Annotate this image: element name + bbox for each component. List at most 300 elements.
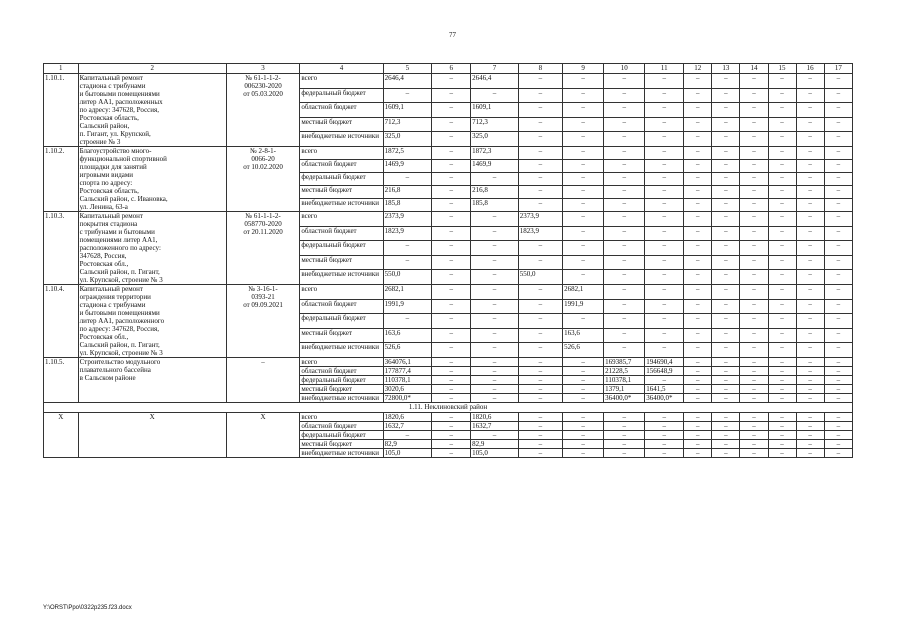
value-cell: –	[645, 285, 684, 300]
value-cell: 1609,1	[383, 103, 432, 118]
object-name: Строительство модульного плавательного бассейна в Сальском районе	[78, 358, 226, 403]
value-cell: –	[796, 376, 824, 385]
value-cell: –	[383, 241, 432, 256]
value-cell: –	[518, 199, 562, 212]
value-cell: –	[768, 328, 796, 343]
value-cell: –	[768, 385, 796, 394]
value-cell: –	[518, 328, 562, 343]
column-number: 13	[712, 64, 740, 74]
value-cell: –	[518, 160, 562, 173]
value-cell: –	[796, 367, 824, 376]
value-cell: –	[604, 212, 645, 227]
value-cell: –	[796, 212, 824, 227]
value-cell: 364076,1	[383, 358, 432, 367]
value-cell: –	[471, 394, 519, 403]
value-cell: 1469,9	[471, 160, 519, 173]
value-cell: –	[684, 431, 712, 440]
value-cell: –	[432, 394, 471, 403]
value-cell: 1469,9	[383, 160, 432, 173]
value-cell: –	[684, 226, 712, 241]
value-cell: –	[563, 270, 604, 285]
value-cell: –	[824, 299, 852, 314]
value-cell: –	[768, 285, 796, 300]
value-cell: –	[684, 440, 712, 449]
item-number: Х	[44, 413, 79, 458]
value-cell: –	[518, 314, 562, 329]
value-cell: 712,3	[471, 117, 519, 132]
value-cell: –	[740, 255, 768, 270]
value-cell: –	[740, 117, 768, 132]
value-cell: –	[432, 132, 471, 147]
value-cell: –	[645, 343, 684, 358]
value-cell: –	[712, 285, 740, 300]
value-cell: –	[645, 241, 684, 256]
funding-source: местный бюджет	[300, 255, 383, 270]
value-cell: 216,8	[383, 186, 432, 199]
value-cell: –	[432, 199, 471, 212]
value-cell: –	[712, 394, 740, 403]
value-cell: –	[518, 440, 562, 449]
value-cell: 177877,4	[383, 367, 432, 376]
value-cell: –	[740, 173, 768, 186]
value-cell: –	[796, 74, 824, 89]
value-cell: –	[824, 440, 852, 449]
value-cell: –	[768, 394, 796, 403]
value-cell: –	[796, 431, 824, 440]
value-cell: 2373,9	[518, 212, 562, 227]
value-cell: –	[563, 255, 604, 270]
value-cell: 1609,1	[471, 103, 519, 118]
value-cell: –	[768, 74, 796, 89]
funding-source: федеральный бюджет	[300, 173, 383, 186]
value-cell: –	[604, 132, 645, 147]
table-row	[44, 358, 853, 367]
value-cell: –	[684, 186, 712, 199]
value-cell: –	[796, 186, 824, 199]
value-cell: –	[740, 422, 768, 431]
value-cell: –	[645, 117, 684, 132]
value-cell: –	[824, 413, 852, 422]
section-row	[44, 403, 853, 413]
value-cell: 216,8	[471, 186, 519, 199]
value-cell: –	[740, 160, 768, 173]
value-cell: –	[432, 117, 471, 132]
value-cell: –	[768, 270, 796, 285]
value-cell: –	[768, 212, 796, 227]
value-cell: –	[796, 147, 824, 160]
value-cell: –	[712, 255, 740, 270]
value-cell: –	[518, 422, 562, 431]
funding-source: областной бюджет	[300, 160, 383, 173]
value-cell: –	[768, 367, 796, 376]
value-cell: –	[563, 413, 604, 422]
value-cell: –	[604, 314, 645, 329]
value-cell: –	[740, 199, 768, 212]
value-cell: –	[432, 212, 471, 227]
value-cell: –	[471, 358, 519, 367]
value-cell: –	[684, 270, 712, 285]
value-cell: –	[796, 173, 824, 186]
value-cell: 105,0	[383, 449, 432, 458]
expertise-document: Х	[226, 413, 300, 458]
value-cell: –	[471, 376, 519, 385]
value-cell: –	[712, 74, 740, 89]
value-cell: –	[645, 449, 684, 458]
value-cell: –	[712, 117, 740, 132]
value-cell: –	[768, 255, 796, 270]
value-cell: 325,0	[383, 132, 432, 147]
value-cell: –	[432, 385, 471, 394]
value-cell: –	[740, 212, 768, 227]
value-cell: –	[518, 449, 562, 458]
table-row	[44, 74, 853, 89]
value-cell: –	[712, 199, 740, 212]
value-cell: –	[563, 160, 604, 173]
funding-source: местный бюджет	[300, 186, 383, 199]
value-cell: 169385,7	[604, 358, 645, 367]
value-cell: –	[432, 449, 471, 458]
column-number: 8	[518, 64, 562, 74]
value-cell: 1820,6	[471, 413, 519, 422]
expertise-document: № 2-8-1- 0066-20 от 10.02.2020	[226, 147, 300, 212]
value-cell: –	[684, 328, 712, 343]
value-cell: –	[645, 226, 684, 241]
value-cell: –	[604, 440, 645, 449]
value-cell: –	[432, 413, 471, 422]
column-number: 14	[740, 64, 768, 74]
value-cell: 550,0	[518, 270, 562, 285]
value-cell: –	[518, 367, 562, 376]
value-cell: –	[684, 314, 712, 329]
value-cell: –	[768, 88, 796, 103]
value-cell: –	[796, 314, 824, 329]
value-cell: –	[796, 358, 824, 367]
value-cell: –	[768, 160, 796, 173]
value-cell: –	[645, 74, 684, 89]
expertise-document: –	[226, 358, 300, 403]
value-cell: –	[563, 173, 604, 186]
value-cell: 325,0	[471, 132, 519, 147]
value-cell: –	[768, 422, 796, 431]
value-cell: –	[604, 226, 645, 241]
value-cell: –	[432, 285, 471, 300]
value-cell: –	[824, 88, 852, 103]
column-number: 17	[824, 64, 852, 74]
value-cell: –	[796, 199, 824, 212]
value-cell: –	[768, 132, 796, 147]
value-cell: –	[740, 270, 768, 285]
value-cell: –	[432, 376, 471, 385]
value-cell: –	[604, 74, 645, 89]
item-number: 1.10.1.	[44, 74, 79, 147]
section-title: 1.11. Неклиновский район	[44, 403, 853, 413]
value-cell: 2682,1	[563, 285, 604, 300]
value-cell: –	[684, 358, 712, 367]
value-cell: –	[645, 212, 684, 227]
value-cell: –	[684, 173, 712, 186]
value-cell: –	[740, 186, 768, 199]
value-cell: 82,9	[383, 440, 432, 449]
object-name: Капитальный ремонт ограждения территории стадиона с трибунами и бытовыми помещениями литер АА1, расположенного по адресу: 347628, Россия, Ростовская обл., Сальский район, п. Гигант, ул. Крупской, строение № 3	[78, 285, 226, 358]
value-cell: –	[768, 241, 796, 256]
value-cell: –	[604, 299, 645, 314]
value-cell: –	[604, 88, 645, 103]
value-cell: –	[712, 173, 740, 186]
value-cell: –	[604, 343, 645, 358]
value-cell: –	[712, 226, 740, 241]
value-cell: –	[684, 160, 712, 173]
value-cell: –	[796, 422, 824, 431]
value-cell: –	[768, 413, 796, 422]
column-number: 3	[226, 64, 300, 74]
value-cell: –	[824, 285, 852, 300]
value-cell: –	[796, 270, 824, 285]
value-cell: –	[645, 328, 684, 343]
value-cell: –	[712, 367, 740, 376]
value-cell: –	[645, 413, 684, 422]
funding-source: федеральный бюджет	[300, 88, 383, 103]
value-cell: –	[796, 440, 824, 449]
value-cell: –	[824, 270, 852, 285]
value-cell: –	[563, 88, 604, 103]
value-cell: –	[740, 226, 768, 241]
value-cell: –	[768, 186, 796, 199]
value-cell: 1872,3	[471, 147, 519, 160]
value-cell: –	[604, 285, 645, 300]
value-cell: –	[768, 103, 796, 118]
value-cell: 3020,6	[383, 385, 432, 394]
value-cell: –	[645, 270, 684, 285]
funding-source: федеральный бюджет	[300, 314, 383, 329]
value-cell: –	[518, 241, 562, 256]
table-row	[44, 147, 853, 160]
funding-source: местный бюджет	[300, 440, 383, 449]
item-number: 1.10.5.	[44, 358, 79, 403]
value-cell: –	[604, 270, 645, 285]
value-cell: –	[684, 376, 712, 385]
budget-table	[43, 63, 853, 458]
funding-source: областной бюджет	[300, 299, 383, 314]
value-cell: –	[712, 314, 740, 329]
value-cell: –	[604, 147, 645, 160]
value-cell: –	[518, 299, 562, 314]
expertise-document: № 61-1-1-2- 006230-2020 от 05.03.2020	[226, 74, 300, 147]
value-cell: –	[645, 88, 684, 103]
value-cell: –	[471, 385, 519, 394]
funding-source: всего	[300, 285, 383, 300]
value-cell: –	[518, 74, 562, 89]
value-cell: –	[471, 226, 519, 241]
funding-source: областной бюджет	[300, 422, 383, 431]
value-cell: –	[712, 88, 740, 103]
value-cell: –	[432, 299, 471, 314]
funding-source: всего	[300, 147, 383, 160]
value-cell: –	[684, 241, 712, 256]
item-number: 1.10.2.	[44, 147, 79, 212]
value-cell: –	[824, 212, 852, 227]
value-cell: –	[712, 241, 740, 256]
value-cell: –	[740, 358, 768, 367]
value-cell: –	[432, 440, 471, 449]
value-cell: –	[645, 422, 684, 431]
object-name: Х	[78, 413, 226, 458]
value-cell: –	[604, 173, 645, 186]
value-cell: –	[432, 173, 471, 186]
value-cell: –	[824, 431, 852, 440]
value-cell: –	[563, 226, 604, 241]
value-cell: –	[740, 328, 768, 343]
value-cell: –	[563, 74, 604, 89]
value-cell: –	[604, 413, 645, 422]
value-cell: –	[768, 147, 796, 160]
value-cell: –	[518, 376, 562, 385]
value-cell: –	[471, 367, 519, 376]
value-cell: –	[712, 270, 740, 285]
funding-source: местный бюджет	[300, 117, 383, 132]
value-cell: –	[824, 314, 852, 329]
value-cell: –	[563, 394, 604, 403]
value-cell: –	[684, 367, 712, 376]
value-cell: 2373,9	[383, 212, 432, 227]
funding-source: местный бюджет	[300, 328, 383, 343]
value-cell: 1823,9	[518, 226, 562, 241]
value-cell: –	[518, 255, 562, 270]
value-cell: –	[604, 431, 645, 440]
value-cell: –	[432, 186, 471, 199]
funding-source: федеральный бюджет	[300, 431, 383, 440]
value-cell: –	[471, 270, 519, 285]
value-cell: –	[712, 299, 740, 314]
value-cell: –	[740, 88, 768, 103]
value-cell: –	[518, 431, 562, 440]
value-cell: –	[740, 394, 768, 403]
funding-source: областной бюджет	[300, 226, 383, 241]
value-cell: –	[383, 431, 432, 440]
funding-source: областной бюджет	[300, 103, 383, 118]
value-cell: –	[471, 285, 519, 300]
object-name: Капитальный ремонт стадиона с трибунами и бытовыми помещениями литер АА1, расположенных по адресу: 347628, Россия, Ростовская область, Сальский район, п. Гигант, ул. Крупской, строение № 3	[78, 74, 226, 147]
value-cell: –	[645, 132, 684, 147]
value-cell: –	[712, 343, 740, 358]
value-cell: –	[645, 186, 684, 199]
value-cell: –	[383, 314, 432, 329]
value-cell: –	[563, 449, 604, 458]
value-cell: –	[740, 314, 768, 329]
value-cell: –	[432, 226, 471, 241]
value-cell: –	[824, 226, 852, 241]
value-cell: –	[796, 343, 824, 358]
value-cell: –	[796, 160, 824, 173]
value-cell: –	[684, 385, 712, 394]
value-cell: 526,6	[383, 343, 432, 358]
object-name: Капитальный ремонт покрытия стадиона с трибунами и бытовыми помещениями литер АА1, расположенного по адресу: 347628, Россия, Ростовская обл., Сальский район, п. Гигант, ул. Крупской, строение № 3	[78, 212, 226, 285]
object-name: Благоустройство много- функциональной спортивной площадки для занятий игровыми видами спорта по адресу: Ростовская область, Сальский район, с. Ивановка, ул. Ленина, 63-а	[78, 147, 226, 212]
value-cell: –	[796, 103, 824, 118]
value-cell: –	[684, 449, 712, 458]
value-cell: 1991,9	[563, 299, 604, 314]
value-cell: –	[796, 255, 824, 270]
page-number: 77	[449, 31, 456, 39]
value-cell: –	[645, 299, 684, 314]
value-cell: –	[740, 343, 768, 358]
value-cell: –	[796, 117, 824, 132]
expertise-document: № 61-1-1-2- 058770-2020 от 20.11.2020	[226, 212, 300, 285]
value-cell: –	[471, 314, 519, 329]
value-cell: –	[432, 160, 471, 173]
header-row	[44, 64, 853, 74]
value-cell: –	[684, 88, 712, 103]
value-cell: –	[563, 241, 604, 256]
value-cell: –	[645, 103, 684, 118]
value-cell: –	[824, 385, 852, 394]
funding-source: внебюджетные источники	[300, 199, 383, 212]
value-cell: –	[684, 343, 712, 358]
value-cell: –	[824, 394, 852, 403]
value-cell: –	[712, 132, 740, 147]
value-cell: –	[684, 212, 712, 227]
value-cell: –	[604, 255, 645, 270]
value-cell: –	[712, 431, 740, 440]
value-cell: –	[432, 255, 471, 270]
value-cell: 82,9	[471, 440, 519, 449]
value-cell: 1379,1	[604, 385, 645, 394]
column-number: 15	[768, 64, 796, 74]
value-cell: –	[383, 88, 432, 103]
value-cell: –	[518, 285, 562, 300]
funding-source: внебюджетные источники	[300, 449, 383, 458]
value-cell: –	[712, 147, 740, 160]
value-cell: –	[824, 199, 852, 212]
value-cell: –	[824, 358, 852, 367]
value-cell: –	[824, 328, 852, 343]
column-number: 12	[684, 64, 712, 74]
value-cell: –	[518, 413, 562, 422]
value-cell: 110378,1	[383, 376, 432, 385]
column-number: 1	[44, 64, 79, 74]
value-cell: –	[740, 431, 768, 440]
value-cell: –	[740, 132, 768, 147]
value-cell: –	[604, 103, 645, 118]
value-cell: –	[432, 147, 471, 160]
value-cell: –	[604, 160, 645, 173]
value-cell: –	[712, 212, 740, 227]
value-cell: –	[518, 385, 562, 394]
value-cell: 1991,9	[383, 299, 432, 314]
value-cell: –	[684, 255, 712, 270]
table-row	[44, 212, 853, 227]
value-cell: 72800,0*	[383, 394, 432, 403]
value-cell: –	[563, 358, 604, 367]
value-cell: –	[712, 413, 740, 422]
value-cell: –	[471, 343, 519, 358]
value-cell: –	[796, 132, 824, 147]
value-cell: –	[645, 160, 684, 173]
value-cell: –	[740, 103, 768, 118]
value-cell: –	[684, 422, 712, 431]
funding-source: внебюджетные источники	[300, 132, 383, 147]
value-cell: –	[604, 328, 645, 343]
value-cell: –	[563, 117, 604, 132]
value-cell: –	[740, 74, 768, 89]
funding-source: федеральный бюджет	[300, 376, 383, 385]
value-cell: –	[645, 173, 684, 186]
value-cell: –	[432, 270, 471, 285]
value-cell: –	[645, 431, 684, 440]
value-cell: –	[712, 376, 740, 385]
value-cell: –	[712, 160, 740, 173]
column-number: 4	[300, 64, 383, 74]
value-cell: 163,6	[563, 328, 604, 343]
